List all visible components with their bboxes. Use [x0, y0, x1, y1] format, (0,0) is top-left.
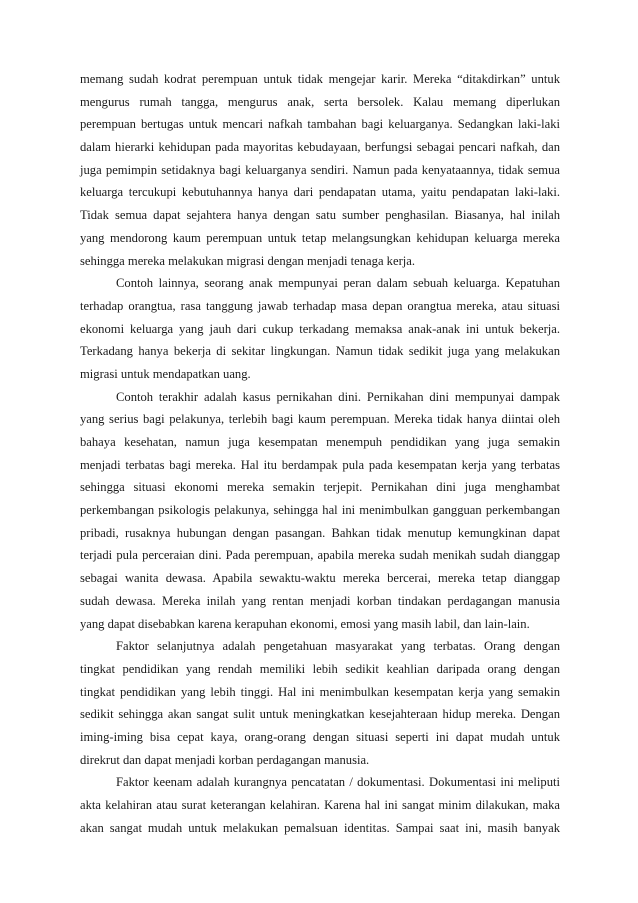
text-line: Contoh terakhir adalah kasus pernikahan dini. Pernikahan dini mempunyai dampak: [116, 389, 560, 404]
body-text: [80, 68, 560, 839]
text-line: sedikit sehingga akan sangat sulit untuk meningkatkan kesejahteraan hidup mereka. Dengan: [80, 707, 560, 722]
text-line: menjadi terbatas bagi mereka. Hal itu berdampak pula pada kesempatan kerja yang terbatas: [80, 457, 560, 472]
text-line: Faktor keenam adalah kurangnya pencatatan / dokumentasi. Dokumentasi ini meliputi: [116, 775, 560, 790]
text-line: pribadi, rusaknya hubungan dengan pasangan. Bahkan tidak menutup kemungkinan dapat: [80, 525, 560, 540]
text-line: akan sangat mudah untuk melakukan pemalsuan identitas. Sampai saat ini, masih banyak: [80, 820, 560, 835]
text-line: mengurus rumah tangga, mengurus anak, serta bersolek. Kalau memang diperlukan: [80, 94, 560, 109]
text-line: keluarga tercukupi kebutuhannya hanya dari pendapatan utama, yaitu pendapatan laki-laki.: [80, 185, 560, 200]
text-line: yang serius bagi pelakunya, terlebih bagi kaum perempuan. Mereka tidak hanya diintai oleh: [80, 412, 560, 427]
text-line: yang mendorong kaum perempuan untuk tetap melangsungkan kehidupan keluarga mereka: [80, 230, 560, 245]
text-line: sehingga situasi ekonomi mereka semakin terjepit. Pernikahan dini juga menghambat: [80, 480, 560, 495]
text-line: bahaya kesehatan, namun juga kesempatan menempuh pendidikan yang juga semakin: [80, 435, 560, 449]
text-line: Tidak semua dapat sejahtera hanya dengan satu sumber penghasilan. Biasanya, hal inilah: [80, 208, 560, 223]
text-line: tingkat pendidikan yang lebih tinggi. Hal ini menimbulkan kesempatan kerja yang semakin: [80, 684, 560, 699]
text-line: ekonomi keluarga yang jauh dari cukup terkadang memaksa anak-anak ini untuk bekerja.: [80, 321, 560, 336]
text-line: terjadi pula perceraian dini. Pada perempuan, apabila mereka sudah menikah sudah dianggap: [80, 548, 560, 563]
text-line: yang dapat disebabkan karena kerapuhan ekonomi, emosi yang masih labil, dan lain-lain.: [80, 616, 530, 631]
text-line: sudah dewasa. Mereka inilah yang rentan menjadi korban tindakan perdagangan manusia: [80, 593, 560, 608]
text-line: direkrut dan dapat menjadi korban perdagangan manusia.: [80, 752, 370, 767]
text-line: perempuan bertugas untuk mencari nafkah tambahan bagi keluarganya. Sedangkan laki-laki: [80, 117, 560, 132]
text-line: memang sudah kodrat perempuan untuk tidak mengejar karir. Mereka “ditakdirkan” untuk: [80, 72, 560, 86]
text-line: iming-iming bisa cepat kaya, orang-orang dengan situasi seperti ini dapat mudah untuk: [80, 729, 560, 744]
text-line: Terkadang hanya bekerja di sekitar lingkungan. Namun tidak sedikit juga yang melakukan: [80, 344, 560, 359]
text-line: sebagai wanita dewasa. Apabila sewaktu-waktu mereka bercerai, mereka tetap dianggap: [80, 571, 560, 586]
text-line: tingkat pendidikan yang rendah memiliki lebih sedikit keahlian daripada orang dengan: [80, 661, 560, 676]
text-line: dalam hierarki kehidupan pada mayoritas kebudayaan, berfungsi sebagai pencari nafkah, dan: [80, 140, 560, 155]
text-line: perkembangan psikologis pelakunya, sehingga hal ini menimbulkan gangguan perkembangan: [80, 503, 560, 518]
text-line: akta kelahiran atau surat keterangan kelahiran. Karena hal ini sangat minim dilakukan, maka: [80, 798, 560, 812]
text-line: migrasi untuk mendapatkan uang.: [80, 366, 251, 381]
text-line: Contoh lainnya, seorang anak mempunyai peran dalam sebuah keluarga. Kepatuhan: [116, 276, 560, 291]
text-line: Faktor selanjutnya adalah pengetahuan masyarakat yang terbatas. Orang dengan: [116, 639, 560, 654]
text-line: sehingga mereka melakukan migrasi dengan menjadi tenaga kerja.: [80, 253, 416, 268]
text-line: juga pemimpin setidaknya bagi keluarganya sendiri. Namun pada kenyataannya, tidak semua: [80, 162, 560, 177]
text-line: terhadap orangtua, rasa tanggung jawab terhadap masa depan orangtua mereka, atau situasi: [80, 298, 560, 313]
